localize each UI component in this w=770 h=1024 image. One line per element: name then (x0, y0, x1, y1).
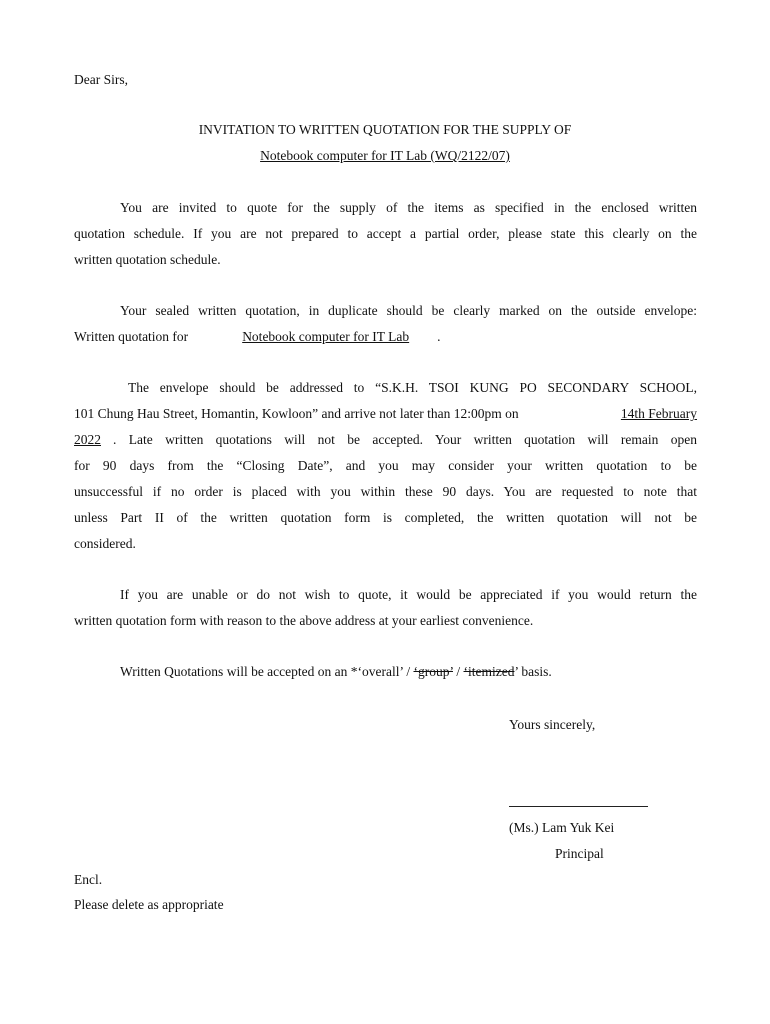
closing-date-part-2: 2022 (74, 432, 101, 447)
para1-line-2: quotation schedule. If you are not prepared to accept a partial order, please state this clearly on the (74, 226, 697, 241)
envelope-label: Written quotation for (74, 329, 189, 344)
heading-subject: Notebook computer for IT Lab (WQ/2122/07) (260, 148, 510, 163)
delete-note: Please delete as appropriate (74, 897, 224, 912)
para4-line-1: If you are unable or do not wish to quote, it would be appreciated if you would return the (120, 587, 697, 602)
enclosure-note: Encl. (74, 872, 103, 887)
signatory-name: (Ms.) Lam Yuk Kei (509, 820, 615, 835)
para3-line-5: unsuccessful if no order is placed with you within these 90 days. You are requested to note that (74, 484, 697, 499)
salutation: Dear Sirs, (74, 72, 128, 87)
heading-line-1: INVITATION TO WRITTEN QUOTATION FOR THE SUPPLY OF (198, 122, 572, 137)
para3-line-3: 2022 . Late written quotations will not be accepted. Your written quotation will remain open (74, 432, 697, 447)
envelope-subject: Notebook computer for IT Lab (242, 329, 410, 344)
para2-line-2: Written quotation for Notebook computer for IT Lab . (74, 329, 441, 344)
para3-line-1: The envelope should be addressed to “S.K.H. TSOI KUNG PO SECONDARY SCHOOL, (128, 380, 697, 395)
heading-line-2 (0, 148, 770, 164)
para3-line-6: unless Part II of the written quotation form is completed, the written quotation will not be (74, 510, 697, 525)
basis-line: Written Quotations will be accepted on an *‘overall’ / ‘group’ / ‘itemized’ basis. (120, 664, 552, 679)
para3-line-7: considered. (74, 536, 136, 551)
para2-line-1: Your sealed written quotation, in duplicate should be clearly marked on the outside envelope: (120, 303, 697, 318)
basis-group-struck: ‘group’ (413, 664, 453, 679)
para1-line-1: You are invited to quote for the supply of the items as specified in the enclosed written (120, 200, 697, 215)
closing-date-part-1: 14th February (620, 406, 697, 421)
para4-line-2: written quotation form with reason to the above address at your earliest convenience. (74, 613, 534, 628)
para3-line-2: 101 Chung Hau Street, Homantin, Kowloon” and arrive not later than 12:00pm on 14th February (74, 406, 697, 421)
basis-itemized-struck: ‘itemized (463, 664, 515, 679)
closing: Yours sincerely, (509, 717, 596, 732)
para3-line-4: for 90 days from the “Closing Date”, and you may consider your written quotation to be (74, 458, 697, 473)
signature-line (509, 806, 648, 807)
signatory-title: Principal (555, 846, 604, 861)
para1-line-3: written quotation schedule. (74, 252, 221, 267)
